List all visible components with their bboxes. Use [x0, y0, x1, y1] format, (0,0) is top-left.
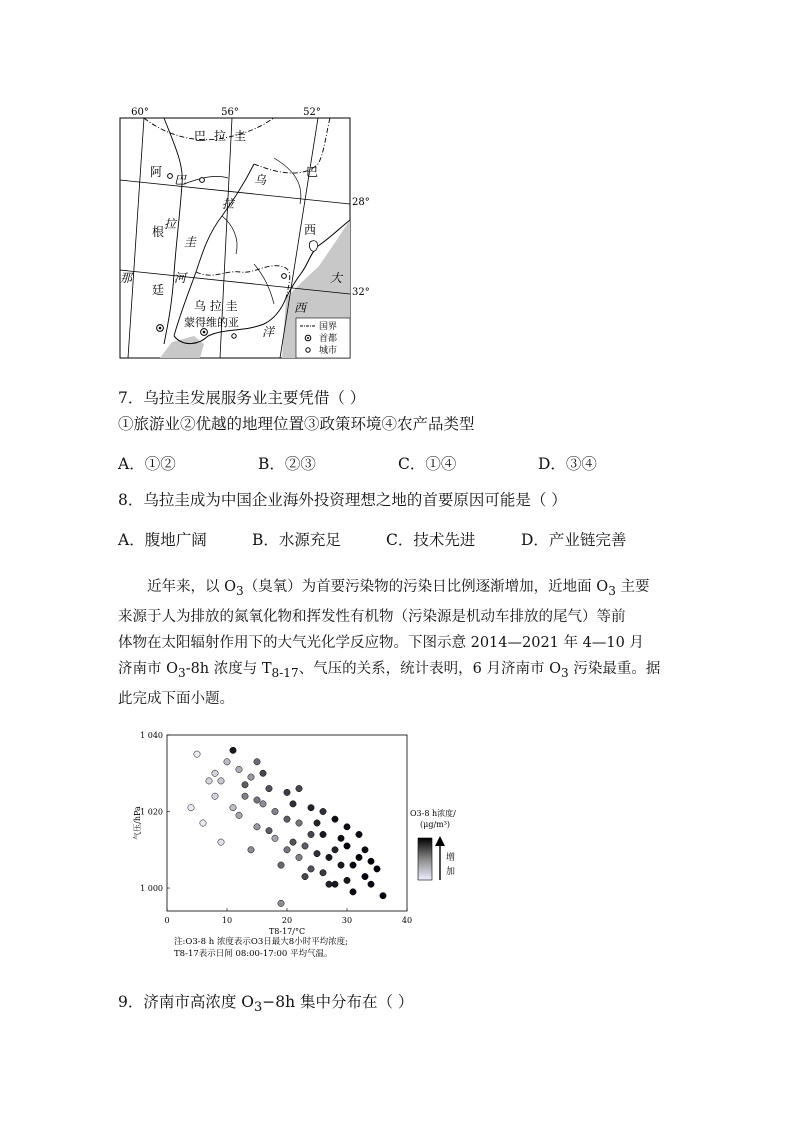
- y-tick-label: 1 040: [140, 731, 163, 740]
- scatter-point: [290, 839, 296, 845]
- scatter-point: [332, 816, 338, 822]
- city-dot: [200, 178, 205, 183]
- colorbar-unit: (μg/m³): [420, 820, 451, 829]
- scatter-point: [272, 835, 278, 841]
- scatter-point: [290, 801, 296, 807]
- label-paraguay-1: 巴: [194, 129, 207, 143]
- q8-option-a[interactable]: A．腹地广阔: [118, 531, 207, 549]
- legend-city: 城市: [319, 346, 338, 356]
- scatter-point: [200, 820, 206, 826]
- chart-note-2: T8-17表示日间 08:00-17:00 平均气温。: [174, 949, 333, 959]
- svg-text:河: 河: [174, 271, 187, 285]
- colorbar: [418, 838, 432, 880]
- scatter-point: [266, 785, 272, 791]
- scatter-point: [326, 854, 332, 860]
- scatter-point: [260, 801, 266, 807]
- svg-text:洋: 洋: [262, 325, 275, 339]
- svg-text:拉: 拉: [214, 129, 227, 143]
- x-tick-label: 40: [401, 916, 413, 925]
- scatter-point: [212, 793, 218, 799]
- scatter-point: [338, 862, 344, 868]
- x-tick-label: 30: [341, 916, 353, 925]
- scatter-point: [308, 804, 314, 810]
- scatter-point: [362, 847, 368, 853]
- passage-line-2: 来源于人为排放的氮氧化物和挥发性有机物（污染源是机动车排放的尾气）等前: [118, 608, 626, 625]
- scatter-point: [344, 877, 350, 883]
- scatter-point: [254, 797, 260, 803]
- scatter-point: [284, 816, 290, 822]
- q7-option-a[interactable]: A．①②: [118, 455, 176, 473]
- colorbar-arrow-label-1: 增: [446, 853, 456, 863]
- scatter-point: [320, 831, 326, 837]
- map-svg: [104, 104, 370, 360]
- scatter-point: [254, 824, 260, 830]
- scatter-point: [296, 854, 302, 860]
- label-montevideo: 蒙得维的亚: [184, 316, 239, 329]
- scatter-point: [278, 900, 284, 906]
- scatter-point: [284, 789, 290, 795]
- scatter-point: [218, 778, 224, 784]
- scatter-point: [296, 820, 302, 826]
- lon-label-60: 60°: [131, 107, 149, 118]
- lon-label-52: 52°: [303, 107, 321, 118]
- scatter-point: [254, 759, 260, 765]
- q8-option-c[interactable]: C．技术先进: [386, 531, 476, 549]
- scatter-point: [236, 812, 242, 818]
- scatter-point: [350, 862, 356, 868]
- scatter-point: [236, 766, 242, 772]
- y-tick-label: 1 000: [140, 884, 163, 894]
- label-parana-river: 巴: [174, 173, 187, 187]
- scatter-point: [230, 747, 236, 753]
- scatter-point: [248, 774, 254, 780]
- q7-option-b[interactable]: B．②③: [258, 455, 316, 473]
- svg-text:拉: 拉: [164, 217, 177, 231]
- lon-label-56: 56°: [221, 107, 239, 118]
- colorbar-title: O3-8 h浓度/: [410, 809, 456, 818]
- scatter-point: [212, 770, 218, 776]
- scatter-point: [374, 866, 380, 872]
- q7-option-d[interactable]: D．③④: [538, 455, 597, 473]
- scatter-point: [218, 839, 224, 845]
- scatter-point: [326, 881, 332, 887]
- svg-text:那: 那: [120, 271, 133, 285]
- scatter-point: [380, 892, 386, 898]
- scatter-point: [314, 850, 320, 856]
- chart-svg: [120, 726, 460, 966]
- city-dot: [282, 274, 287, 279]
- scatter-point: [242, 782, 248, 788]
- scatter-point: [194, 751, 200, 757]
- scatter-point: [314, 820, 320, 826]
- label-brazil: 巴: [306, 165, 319, 179]
- scatter-point: [320, 870, 326, 876]
- scatter-point: [248, 847, 254, 853]
- svg-text:西: 西: [304, 223, 317, 237]
- scatter-point: [302, 873, 308, 879]
- scatter-point: [206, 778, 212, 784]
- x-axis-label: T8-17/°C: [268, 927, 306, 936]
- scatter-point: [368, 881, 374, 887]
- passage-line-1: 近年来，以 $O_3$（臭氧）为首要污染物的污染日比例逐渐增加，近地面 $O_3$ 主要: [147, 579, 650, 598]
- scatter-point: [344, 843, 350, 849]
- svg-text:根: 根: [152, 225, 165, 239]
- scatter-point: [260, 770, 266, 776]
- svg-text:西: 西: [294, 301, 307, 315]
- scatter-point: [344, 824, 350, 830]
- scatter-point: [302, 843, 308, 849]
- scatter-point: [332, 881, 338, 887]
- scatter-point: [332, 847, 338, 853]
- label-uruguay-upper: 乌: [254, 173, 267, 187]
- svg-text:圭: 圭: [234, 129, 247, 143]
- scatter-point: [230, 804, 236, 810]
- scatter-point: [308, 831, 314, 837]
- scatter-point: [272, 808, 278, 814]
- passage-line-4: 济南市 $O_3-8h$ 浓度与 $T_{8-17}$、气压的关系，统计表明，6 月济南市 $O_3$ 污染最重。据: [118, 660, 661, 680]
- chart-note-1: 注:O3-8 h 浓度表示O3日最大8小时平均浓度;: [174, 937, 349, 947]
- q8-stem: 8．乌拉圭成为中国企业海外投资理想之地的首要原因可能是（ ）: [118, 491, 567, 509]
- label-uruguay-country: 乌 拉 圭: [194, 299, 238, 313]
- scatter-point: [362, 873, 368, 879]
- svg-text:廷: 廷: [152, 283, 165, 297]
- scatter-point: [242, 793, 248, 799]
- svg-text:圭: 圭: [184, 235, 197, 249]
- uruguay-map: [104, 104, 370, 360]
- legend-capital: 首都: [319, 334, 338, 344]
- svg-text:拉: 拉: [222, 197, 235, 211]
- lat-label-32: 32°: [352, 287, 370, 298]
- scatter-point: [188, 804, 194, 810]
- scatter-point: [356, 831, 362, 837]
- scatter-point: [350, 889, 356, 895]
- scatter-point: [278, 862, 284, 868]
- lat-label-28: 28°: [352, 197, 370, 208]
- city-dot: [168, 174, 173, 179]
- x-tick-label: 0: [164, 916, 170, 925]
- x-tick-label: 20: [281, 916, 293, 925]
- scatter-point: [266, 827, 272, 833]
- label-argentina: 阿: [150, 165, 163, 179]
- legend-border: 国界: [319, 322, 338, 332]
- scatter-point: [320, 808, 326, 814]
- y-axis-label: 气压/hPa: [133, 806, 142, 840]
- scatter-point: [224, 759, 230, 765]
- scatter-point: [296, 785, 302, 791]
- q7-option-c[interactable]: C．①④: [398, 455, 457, 473]
- scatter-point: [368, 858, 374, 864]
- scatter-point: [284, 847, 290, 853]
- passage-line-5: 此完成下面小题。: [118, 690, 234, 707]
- q9-stem: 9．济南市高浓度 $O_3-8h$ 集中分布在（ ）: [118, 993, 414, 1016]
- x-tick-label: 10: [221, 916, 233, 925]
- passage: [118, 574, 678, 712]
- scatter-point: [308, 866, 314, 872]
- colorbar-arrow-label-2: 加: [446, 867, 456, 877]
- q7-stem: 7．乌拉圭发展服务业主要凭借（ ）: [118, 389, 366, 407]
- map-legend: [296, 318, 350, 358]
- label-atlantic: 大: [330, 271, 343, 285]
- q8-option-d[interactable]: D．产业链完善: [521, 531, 627, 549]
- scatter-point: [356, 854, 362, 860]
- q7-items: ①旅游业②优越的地理位置③政策环境④农产品类型: [118, 415, 475, 433]
- scatter-point: [338, 835, 344, 841]
- q8-option-b[interactable]: B．水源充足: [252, 531, 341, 549]
- passage-line-3: 体物在太阳辐射作用下的大气光化学反应物。下图示意 2014—2021 年 4—10 月: [118, 634, 644, 651]
- scatter-chart: [120, 726, 460, 966]
- y-tick-label: 1 020: [140, 807, 163, 817]
